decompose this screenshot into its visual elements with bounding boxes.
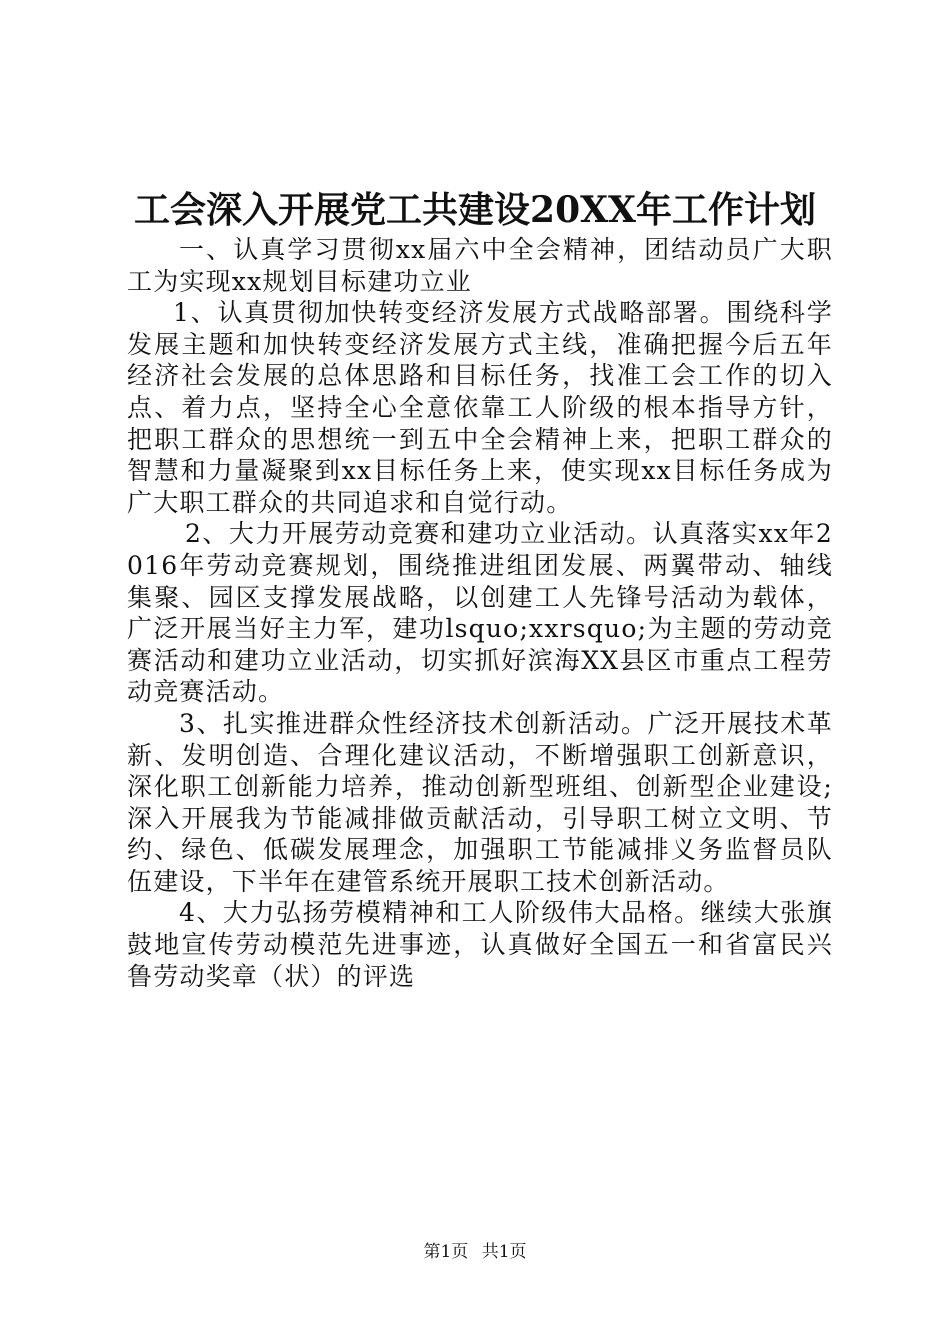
paragraph-item-2: 2、大力开展劳动竞赛和建功立业活动。认真落实xx年2016年劳动竞赛规划，围绕推进组团发展、两翼带动、轴线集聚、园区支撑发展战略，以创建工人先锋号活动为载体，广泛开展当好主力军，建功lsquo;xxrsquo;为主题的劳动竞赛活动和建功立业活动，切实抓好滨海XX县区市重点工程劳动竞赛活动。 (127, 519, 833, 707)
page-number-current: 第1页 (423, 1242, 469, 1262)
paragraph-section-1: 一、认真学习贯彻xx届六中全会精神，团结动员广大职工为实现xx规划目标建功立业 (127, 235, 833, 296)
paragraph-item-3: 3、扎实推进群众性经济技术创新活动。广泛开展技术革新、发明创造、合理化建议活动，不断增强职工创新意识，深化职工创新能力培养，推动创新型班组、创新型企业建设;深入开展我为节能减排做贡献活动，引导职工树立文明、节约、绿色、低碳发展理念，加强职工节能减排义务监督员队伍建设，下半年在建管系统开展职工技术创新活动。 (127, 708, 833, 896)
paragraph-item-4: 4、大力弘扬劳模精神和工人阶级伟大品格。继续大张旗鼓地宣传劳动模范先进事迹，认真做好全国五一和省富民兴鲁劳动奖章（状）的评选 (127, 898, 833, 991)
page-footer (0, 1240, 950, 1264)
page-number-total: 共1页 (481, 1242, 527, 1262)
document-body (127, 234, 833, 992)
document-title: 工会深入开展党工共建设20XX年工作计划 (134, 189, 816, 231)
paragraph-item-1: 1、认真贯彻加快转变经济发展方式战略部署。围绕科学发展主题和加快转变经济发展方式主线，准确把握今后五年经济社会发展的总体思路和目标任务，找准工会工作的切入点、着力点，坚持全心全意依靠工人阶级的根本指导方针，把职工群众的思想统一到五中全会精神上来，把职工群众的智慧和力量凝聚到xx目标任务上来，使实现xx目标任务成为广大职工群众的共同追求和自觉行动。 (127, 298, 833, 517)
